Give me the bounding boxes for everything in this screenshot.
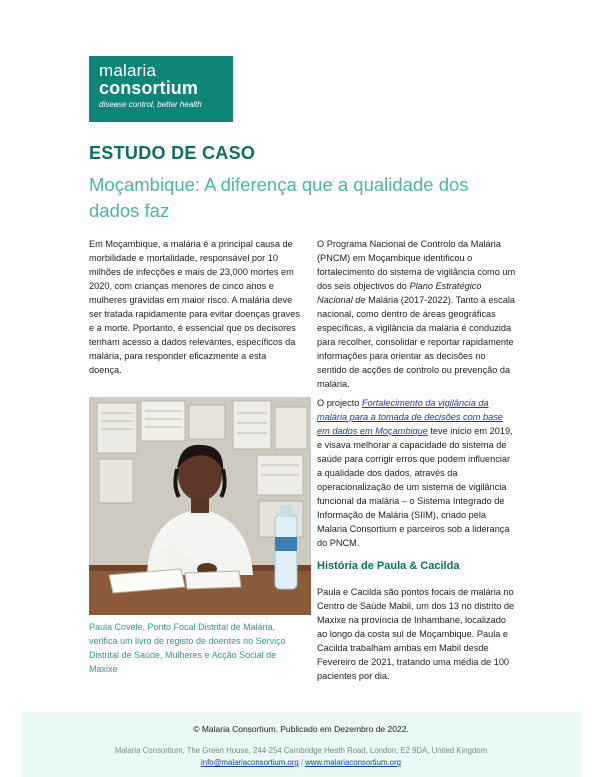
footer-address: Malaria Consortium, The Green House, 244-254 Cambridge Heath Road, London, E2 9DA, United Kingdom — [114, 746, 488, 755]
footer-copyright: © Malaria Consortium. Publicado em Dezembro de 2022. — [193, 724, 409, 734]
photo-illustration — [89, 397, 311, 615]
program-text-italic: Plano Estratégico Nacional de — [317, 281, 482, 305]
intro-text: Em Moçambique, a malária é a principal causa de morbilidade e mortalidade, responsável por 10 milhões de infecções e mais de 23,000 mortes em 2020, com crianças menores de cinco anos e mulheres grávidas em maior risco. A malária deve ser tratada rapidamente para evitar doenças graves e a morte. Pportanto, é essencial que os decisores tenham acesso a dados relevantes, específicos da malária, para responder eficazmente a esta doença. — [89, 239, 300, 375]
section-heading-story: História de Paula & Cacilda — [317, 560, 460, 572]
document-title: Moçambique: A diferença que a qualidade dos dados faz — [89, 174, 469, 221]
footer-separator: / — [298, 758, 306, 767]
project-paragraph — [317, 396, 517, 550]
footer-links — [21, 757, 581, 769]
malaria-consortium-logo — [89, 56, 233, 122]
program-paragraph — [317, 237, 517, 391]
program-text-b: Malária (2017-2022). Tanto à escala nacional, como dentro de áreas geográficas específicas, a vigilância da malária é conduzida para recolher, consolidar e reportar rapidamente informações para orientar as decisões no sentido de acções de controlo ou prevenção da malária. — [317, 295, 516, 389]
footer-email-link[interactable]: info@malariaconsortium.org — [201, 758, 299, 767]
page-footer — [21, 712, 581, 777]
health-worker-photo — [89, 397, 311, 615]
project-text-a: O projecto — [317, 398, 362, 408]
photo-caption: Paula Covele, Ponto Focal Distrital de Malária, verifica um livro de registo de doentes no Serviço Distrital de Saúde, Mulheres e Acção Social de Maxixe — [89, 622, 286, 674]
case-study-label: ESTUDO DE CASO — [89, 143, 256, 163]
intro-paragraph — [89, 237, 301, 377]
footer-website-link[interactable]: www.malariaconsortium.org — [305, 758, 401, 767]
logo-line-malaria: malaria — [99, 61, 157, 80]
story-text: Paula e Cacilda são pontos focais de malária no Centro de Saúde Mabil, um dos 13 no distrito de Maxixe na província de Inhambane, localizado ao longo da costa sul de Moçambique. Paula e Cacilda trabalham ambas em Mabil desde Fevereiro de 2021, tratando uma média de 100 pacientes por dia. — [317, 587, 515, 681]
program-text-a: O Programa Nacional de Controlo da Malária (PNCM) em Moçambique identificou o fortalecimento do sistema de vigilância como um dos seis objectivos do — [317, 239, 516, 291]
project-text-b: teve início em 2019, e visava melhorar a capacidade do sistema de saúde para corrigir erros que podem influenciar a qualidade dos dados, através da operacionalização de um sistema de vigilância funcional da malária – o Sistema Integrado de Informação de Malária (SIIM), criado pela Malaria Consortium e parceiros sob a liderança do PNCM. — [317, 426, 513, 548]
project-link[interactable]: Fortalecimento da vigilância da malária para a tomada de decisões com base em dados em Moçambique — [317, 398, 503, 436]
logo-tagline: disease control, better health — [99, 100, 202, 109]
story-paragraph — [317, 585, 517, 683]
logo-line-consortium: consortium — [99, 78, 199, 98]
